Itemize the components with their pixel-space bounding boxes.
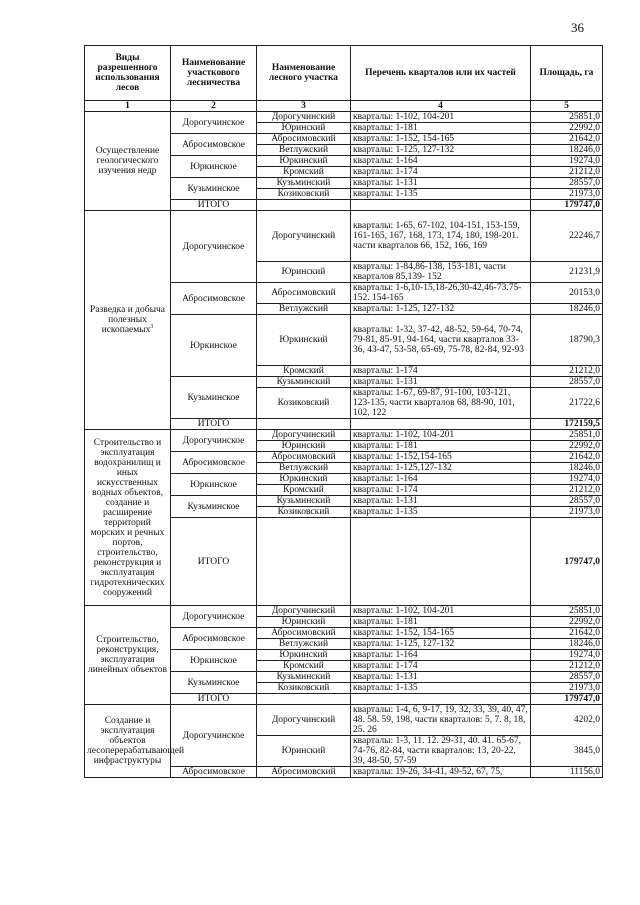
area-cell: 22992,0 — [531, 441, 603, 452]
empty-cell — [351, 419, 531, 430]
forestry-cell: Юркинское — [171, 650, 257, 672]
area-cell: 19274,0 — [531, 474, 603, 485]
table-row — [85, 430, 603, 441]
forestry-cell: Кузьминское — [171, 672, 257, 694]
area-cell: 21973,0 — [531, 507, 603, 518]
plot-cell: Козиковский — [257, 388, 351, 419]
empty-cell — [351, 200, 531, 211]
plot-cell: Юринский — [257, 441, 351, 452]
quarters-cell: кварталы: 1-135 — [351, 683, 531, 694]
page-number: 36 — [571, 20, 584, 35]
quarters-cell: кварталы: 1-102, 104-201 — [351, 112, 531, 123]
forestry-cell: Абросимовское — [171, 283, 257, 315]
plot-cell: Дорогучинский — [257, 705, 351, 736]
total-area: 179747,0 — [531, 694, 603, 705]
area-cell: 18246,0 — [531, 639, 603, 650]
table-row — [85, 112, 603, 123]
area-cell: 21973,0 — [531, 189, 603, 200]
area-cell: 25851,0 — [531, 430, 603, 441]
use-type-cell — [85, 211, 171, 430]
empty-cell — [257, 694, 351, 705]
quarters-cell: кварталы: 1-174 — [351, 485, 531, 496]
quarters-cell: кварталы: 1-102, 104-201 — [351, 606, 531, 617]
total-area: 179747,0 — [531, 200, 603, 211]
header-forestry-name: Наименование участкового лесничества — [171, 46, 257, 101]
total-label: ИТОГО — [171, 200, 257, 211]
quarters-cell: кварталы: 1-84,86-138, 153-181, части кварталов 85,139- 152 — [351, 262, 531, 283]
area-cell: 21231,9 — [531, 262, 603, 283]
forestry-cell: Кузьминское — [171, 178, 257, 200]
quarters-cell: кварталы: 1-131 — [351, 496, 531, 507]
area-cell: 18246,0 — [531, 304, 603, 315]
use-type-cell: Строительство и эксплуатация водохранилищ и иных искусственных водных объектов, создание и расширение территорий морских и речных портов, строительство, реконструкция и эксплуатация гидротехнических сооружений — [85, 430, 171, 606]
quarters-cell: кварталы: 1-164 — [351, 474, 531, 485]
area-cell: 28557,0 — [531, 377, 603, 388]
quarters-cell: кварталы: 1-65, 67-102, 104-151, 153-159, 161-165, 167, 168, 173, 174, 180, 198-201. части кварталов 66, 152, 166, 169 — [351, 211, 531, 262]
quarters-cell: кварталы: 1-125, 127-132 — [351, 145, 531, 156]
quarters-cell: кварталы: 1-135 — [351, 507, 531, 518]
plot-cell: Ветлужский — [257, 463, 351, 474]
total-label: ИТОГО — [171, 694, 257, 705]
table-row — [85, 606, 603, 617]
col-number: 2 — [171, 101, 257, 112]
quarters-cell: кварталы: 1-174 — [351, 366, 531, 377]
quarters-cell: кварталы: 1-174 — [351, 661, 531, 672]
header-area: Площадь, га — [531, 46, 603, 101]
plot-cell: Дорогучинский — [257, 211, 351, 262]
area-cell: 21212,0 — [531, 661, 603, 672]
table-row — [85, 211, 603, 262]
col-number: 5 — [531, 101, 603, 112]
forestry-cell: Дорогучинское — [171, 211, 257, 283]
forestry-cell: Дорогучинское — [171, 430, 257, 452]
plot-cell: Козиковский — [257, 189, 351, 200]
plot-cell: Юринский — [257, 262, 351, 283]
empty-cell — [257, 518, 351, 606]
total-area: 179747,0 — [531, 518, 603, 606]
area-cell: 21973,0 — [531, 683, 603, 694]
empty-cell — [257, 419, 351, 430]
header-use-type: Виды разрешенного использования лесов — [85, 46, 171, 101]
plot-cell: Юркинский — [257, 474, 351, 485]
quarters-cell: кварталы: 1-181 — [351, 617, 531, 628]
forestry-cell: Дорогучинское — [171, 112, 257, 134]
area-cell: 3845,0 — [531, 736, 603, 767]
plot-cell: Козиковский — [257, 507, 351, 518]
quarters-cell: кварталы: 1-4, 6, 9-17, 19, 32, 33, 39, 40, 47, 48. 58. 59, 198, части кварталов: 5, 7. 8, 18, 25. 26 — [351, 705, 531, 736]
area-cell: 28557,0 — [531, 178, 603, 189]
plot-cell: Абросимовский — [257, 283, 351, 304]
plot-cell: Юркинский — [257, 315, 351, 366]
area-cell: 22992,0 — [531, 123, 603, 134]
area-cell: 4202,0 — [531, 705, 603, 736]
forestry-cell: Дорогучинское — [171, 606, 257, 628]
quarters-cell: кварталы: 1-164 — [351, 156, 531, 167]
plot-cell: Ветлужский — [257, 639, 351, 650]
area-cell: 21642,0 — [531, 628, 603, 639]
forestry-cell: Юркинское — [171, 315, 257, 377]
quarters-cell: кварталы: 1-152, 154-165 — [351, 628, 531, 639]
total-label: ИТОГО — [171, 518, 257, 606]
forest-use-table — [84, 45, 603, 778]
area-cell: 25851,0 — [531, 606, 603, 617]
plot-cell: Юркинский — [257, 156, 351, 167]
total-label: ИТОГО — [171, 419, 257, 430]
plot-cell: Кромский — [257, 485, 351, 496]
forestry-cell: Дорогучинское — [171, 705, 257, 767]
forestry-cell: Абросимовское — [171, 452, 257, 474]
plot-cell: Абросимовский — [257, 628, 351, 639]
plot-cell: Дорогучинский — [257, 606, 351, 617]
plot-cell: Кузьминский — [257, 496, 351, 507]
area-cell: 22992,0 — [531, 617, 603, 628]
plot-cell: Абросимовский — [257, 134, 351, 145]
header-quarters: Перечень кварталов или их частей — [351, 46, 531, 101]
plot-cell: Ветлужский — [257, 304, 351, 315]
area-cell: 28557,0 — [531, 672, 603, 683]
plot-cell: Юринский — [257, 736, 351, 767]
quarters-cell: кварталы: 1-125, 127-132 — [351, 304, 531, 315]
col-number: 3 — [257, 101, 351, 112]
quarters-cell: кварталы: 19-26, 34-41, 49-52, 67, 75, — [351, 767, 531, 778]
forestry-cell: Абросимовское — [171, 134, 257, 156]
area-cell: 21642,0 — [531, 134, 603, 145]
forestry-cell: Юркинское — [171, 156, 257, 178]
quarters-cell: кварталы: 1-67, 69-87, 91-100, 103-121, 123-135, части кварталов 68, 88-90, 101, 102, 122 — [351, 388, 531, 419]
quarters-cell: кварталы: 1-131 — [351, 178, 531, 189]
area-cell: 21722,6 — [531, 388, 603, 419]
area-cell: 19274,0 — [531, 156, 603, 167]
empty-cell — [351, 518, 531, 606]
quarters-cell: кварталы: 1-125, 127-132 — [351, 639, 531, 650]
plot-cell: Кузьминский — [257, 377, 351, 388]
quarters-cell: кварталы: 1-102, 104-201 — [351, 430, 531, 441]
use-type-cell: Осуществление геологического изучения недр — [85, 112, 171, 211]
col-number: 1 — [85, 101, 171, 112]
area-cell: 18790,3 — [531, 315, 603, 366]
quarters-cell: кварталы: 1-174 — [351, 167, 531, 178]
plot-cell: Юринский — [257, 123, 351, 134]
total-area: 172159,5 — [531, 419, 603, 430]
use-type-cell: Строительство, реконструкция, эксплуатация линейных объектов — [85, 606, 171, 705]
plot-cell: Дорогучинский — [257, 112, 351, 123]
header-row — [85, 46, 603, 101]
table-row — [85, 705, 603, 736]
forestry-cell: Кузьминское — [171, 496, 257, 518]
col-number: 4 — [351, 101, 531, 112]
plot-cell: Юркинский — [257, 650, 351, 661]
quarters-cell: кварталы: 1-131 — [351, 672, 531, 683]
quarters-cell: кварталы: 1-152,154-165 — [351, 452, 531, 463]
area-cell: 22246,7 — [531, 211, 603, 262]
forestry-cell: Юркинское — [171, 474, 257, 496]
use-type-text: Разведка и добыча полезных ископаемых — [90, 305, 165, 335]
plot-cell: Козиковский — [257, 683, 351, 694]
forestry-cell: Кузьминское — [171, 377, 257, 419]
plot-cell: Абросимовский — [257, 452, 351, 463]
quarters-cell: кварталы: 1-3, 11. 12. 29-31, 40. 41. 65-67, 74-76, 82-84, части кварталов: 13, 20-22, 39, 48-50, 57-59 — [351, 736, 531, 767]
quarters-cell: кварталы: 1-135 — [351, 189, 531, 200]
forestry-cell: Абросимовское — [171, 628, 257, 650]
area-cell: 18246,0 — [531, 463, 603, 474]
quarters-cell: кварталы: 1-164 — [351, 650, 531, 661]
area-cell: 18246,0 — [531, 145, 603, 156]
area-cell: 28557,0 — [531, 496, 603, 507]
area-cell: 21642,0 — [531, 452, 603, 463]
area-cell: 25851,0 — [531, 112, 603, 123]
column-number-row — [85, 101, 603, 112]
plot-cell: Кузьминский — [257, 672, 351, 683]
area-cell: 21212,0 — [531, 167, 603, 178]
quarters-cell: кварталы: 1-131 — [351, 377, 531, 388]
area-cell: 21212,0 — [531, 366, 603, 377]
plot-cell: Абросимовский — [257, 767, 351, 778]
forestry-cell: Абросимовское — [171, 767, 257, 778]
area-cell: 20153,0 — [531, 283, 603, 304]
footnote-mark: 3 — [150, 323, 154, 330]
plot-cell: Кузьминский — [257, 178, 351, 189]
empty-cell — [351, 694, 531, 705]
plot-cell: Кромский — [257, 661, 351, 672]
plot-cell: Кромский — [257, 167, 351, 178]
plot-cell: Юринский — [257, 617, 351, 628]
use-type-cell: Создание и эксплуатация объектов лесоперерабатывающей инфраструктуры — [85, 705, 171, 778]
quarters-cell: кварталы: 1-152, 154-165 — [351, 134, 531, 145]
quarters-cell: кварталы: 1-181 — [351, 441, 531, 452]
plot-cell: Ветлужский — [257, 145, 351, 156]
area-cell: 11156,0 — [531, 767, 603, 778]
area-cell: 19274,0 — [531, 650, 603, 661]
quarters-cell: кварталы: 1-6,10-15,18-26,30-42,46-73.75-152. 154-165 — [351, 283, 531, 304]
header-plot-name: Наименование лесного участка — [257, 46, 351, 101]
plot-cell: Кромский — [257, 366, 351, 377]
plot-cell: Дорогучинский — [257, 430, 351, 441]
area-cell: 21212,0 — [531, 485, 603, 496]
quarters-cell: кварталы: 1-32, 37-42, 48-52, 59-64, 70-74, 79-81, 85-91, 94-164, части кварталов 33-36, 43-47, 53-58, 65-69, 75-78, 82-84, 92-93 — [351, 315, 531, 366]
quarters-cell: кварталы: 1-125,127-132 — [351, 463, 531, 474]
quarters-cell: кварталы: 1-181 — [351, 123, 531, 134]
empty-cell — [257, 200, 351, 211]
